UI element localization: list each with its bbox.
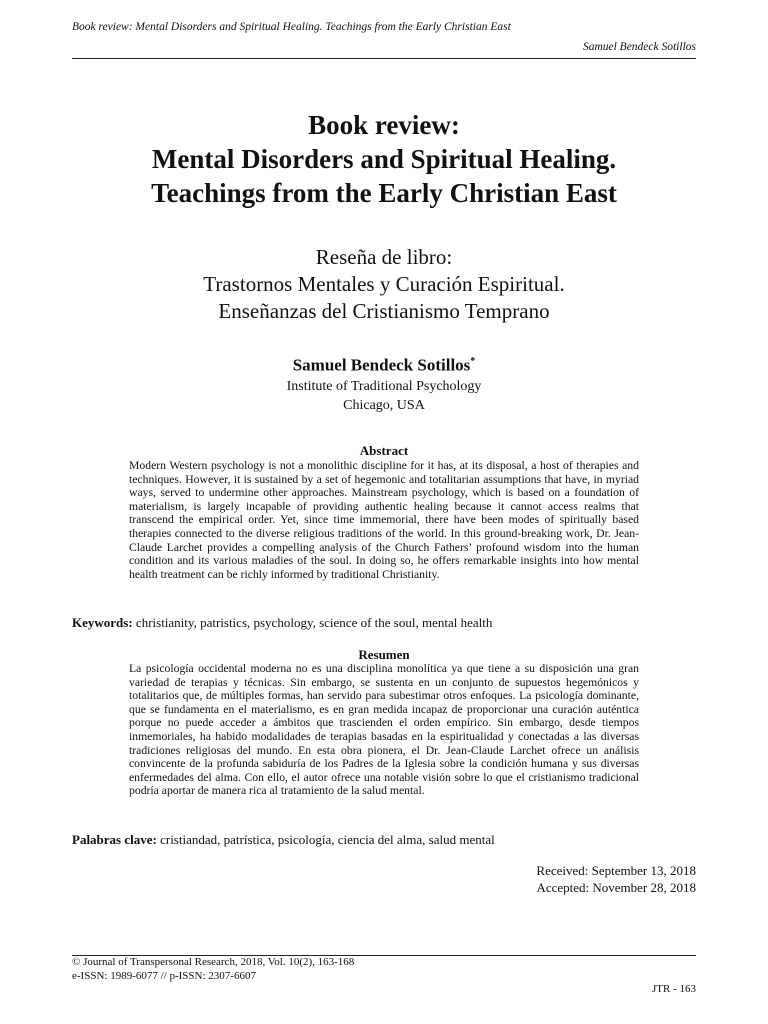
header-divider (72, 58, 696, 59)
article-title (72, 108, 696, 210)
resumen-heading: Resumen (358, 647, 410, 662)
subtitle-line: Enseñanzas del Cristianismo Temprano (218, 299, 550, 323)
resumen-text: La psicología occidental moderna no es una disciplina monolítica ya que tiene a su disposición una gran variedad de terapias y técnicas. Sin embargo, se sustenta en un conjunto de supuestos hegemónicos y totalitarios que, de múltiples formas, han servido para subestimar otros enfoques. La psicología dominante, que se fundamenta en el materialismo, es en gran medida incapaz de proporcionar una curación auténtica porque no puede acceder a ámbitos que trascienden el orden empírico. Sin embargo, desde tiempos inmemoriales, ha habido modalidades de terapias basadas en la espiritualidad y conectadas a las diversas tradiciones religiosas del mundo. En esta obra pionera, el Dr. Jean-Claude Larchet ofrece un análisis convincente de la profunda sabiduría de los Padres de la Iglesia sobre la condición humana y sus diversas enfermedades del alma. Con ello, el autor ofrece una notable visión sobre lo que el cristianismo tradicional podría aportar de manera rica al tratamiento de la salud mental. (129, 662, 639, 798)
author-block (72, 351, 696, 415)
author-name (72, 351, 696, 377)
accepted-date: Accepted: November 28, 2018 (536, 880, 696, 895)
running-header-author: Samuel Bendeck Sotillos (582, 41, 696, 53)
title-line: Mental Disorders and Spiritual Healing. (151, 144, 617, 174)
subtitle-line: Reseña de libro: (315, 245, 453, 269)
running-header-title: Book review: Mental Disorders and Spiritual Healing. Teachings from the Early Christian East (72, 21, 511, 33)
keywords (72, 615, 696, 631)
submission-dates (536, 862, 696, 896)
keywords-label: Keywords: (72, 615, 133, 630)
title-line: Book review: (308, 110, 460, 140)
keywords-list: christianity, patristics, psychology, science of the soul, mental health (132, 615, 493, 630)
title-line: Teachings from the Early Christian East (151, 178, 617, 208)
abstract-text: Modern Western psychology is not a monolithic discipline for it has, at its disposal, a host of therapies and techniques. However, it is sustained by a set of hegemonic and totalitarian assumptions that have, in myriad ways, served to undermine other approaches. Mainstream psychology, which is based on a foundation of materialism, is largely incapable of providing authentic healing because it cannot access realms that transcend the empirical order. Yet, since time immemorial, there have been modes of spiritually based therapies connected to the diverse religious traditions of the world. In this ground-breaking work, Dr. Jean-Claude Larchet provides a compelling analysis of the Church Fathers’ profound wisdom into the human condition and its various maladies of the soul. In doing so, he offers remarkable insights into how mental health treatment can be richly informed by traditional Christianity. (129, 459, 639, 581)
author-footnote-marker[interactable]: * (470, 356, 476, 367)
journal-citation: © Journal of Transpersonal Research, 2018, Vol. 10(2), 163-168 (72, 956, 355, 968)
received-date: Received: September 13, 2018 (536, 863, 696, 878)
author-affiliation: Institute of Traditional Psychology (286, 378, 482, 394)
author-location: Chicago, USA (343, 397, 425, 413)
issn-line: e-ISSN: 1989-6077 // p-ISSN: 2307-6607 (72, 969, 256, 982)
author-name-text: Samuel Bendeck Sotillos (292, 355, 471, 375)
palabras-clave (72, 832, 696, 848)
abstract-heading: Abstract (359, 443, 409, 458)
subtitle-line: Trastornos Mentales y Curación Espiritual. (203, 272, 565, 296)
article-subtitle-spanish (72, 244, 696, 325)
palabras-clave-label: Palabras clave: (72, 832, 157, 847)
footer-journal-info (72, 956, 354, 983)
page-number: JTR - 163 (652, 983, 696, 995)
palabras-clave-list: cristiandad, patrística, psicología, ciencia del alma, salud mental (156, 832, 495, 847)
